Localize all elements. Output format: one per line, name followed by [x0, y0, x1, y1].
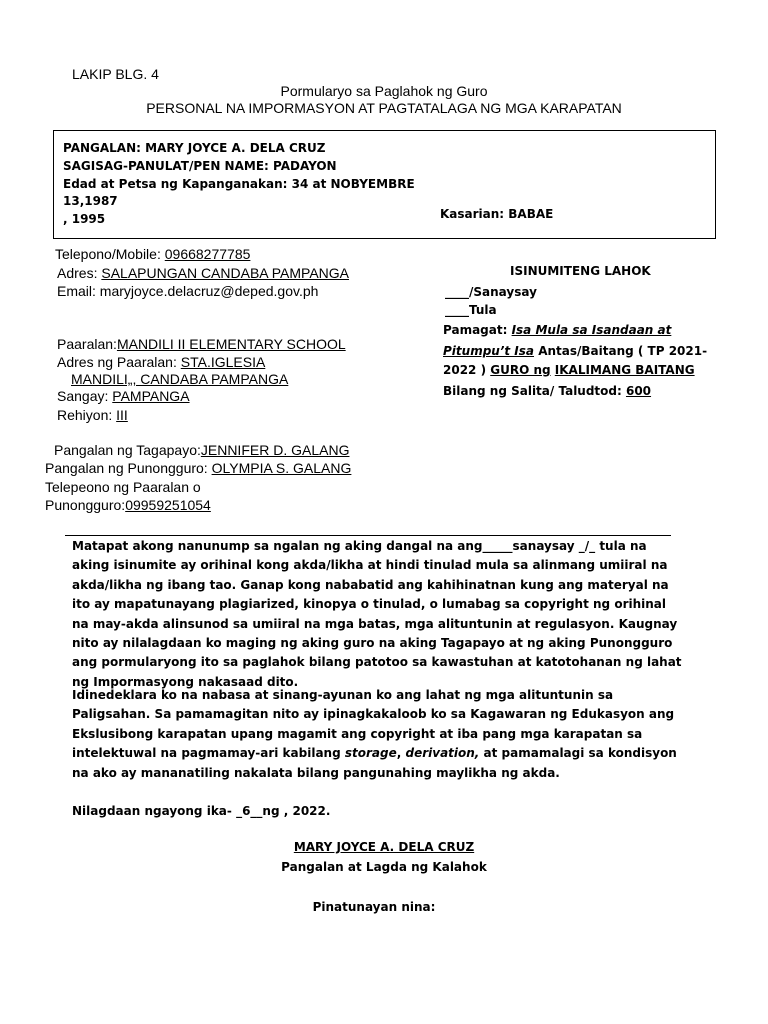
address-label: Adres:	[57, 265, 102, 281]
sex-field: Kasarian: BABAE	[440, 207, 554, 221]
declaration-paragraph-1: Matapat akong nanunump sa ngalan ng aking dangal na ang_____sanaysay _/_ tula na aking isinumite ay orihinal kong akda/likha at hindi tinulad mula sa alinmang umiiral na akda/likha ng ibang tao. Ganap kong nababatid ang kahihinatnan kung ang materyal na ito ay mapatunayang plagiarized, kinopya o tinulad, o lumabag sa copyright ng orihinal na may-akda alinsunod sa umiiral na mga batas, mga alituntunin at regulasyon. Kaugnay nito ay nilalagdaan ko maging ng aking guro na aking Tagapayo at ng aking Punongguro ang pormularyong ito sa paglahok bilang patotoo sa kawastuhan at katotohanan ng lahat ng Impormasyong nakasaad dito.	[72, 539, 682, 689]
essay-option	[445, 285, 537, 299]
school-address-row	[57, 354, 265, 370]
phone-row	[55, 246, 250, 262]
principal-value: OLYMPIA S. GALANG	[211, 460, 352, 476]
signing-day: _6__	[236, 804, 263, 818]
email-row: Email: maryjoyce.delacruz@deped.gov.ph	[57, 283, 319, 299]
grade-teacher: GURO ng	[490, 363, 551, 377]
age-birthdate-field-line3: , 1995	[63, 212, 106, 226]
adviser-value: JENNIFER D. GALANG	[200, 442, 350, 458]
poem-label: Tula	[469, 303, 497, 317]
address-row	[57, 265, 349, 281]
grade-value: IKALIMANG BAITANG	[554, 363, 695, 377]
school-address-label: Adres ng Paaralan:	[57, 354, 181, 370]
entry-title-value: Isa Mula sa Isandaan at	[511, 323, 672, 337]
division-value: PAMPANGA	[112, 388, 190, 404]
essay-label: Sanaysay	[473, 285, 537, 299]
attested-by-label: Pinatunayan nina:	[312, 900, 436, 914]
declaration-paragraph-2: Idinedeklara ko na nabasa at sinang-ayunan ko ang lahat ng mga alituntunin sa Paligsahan. Sa pamamagitan nito ay ipinagkakaloob ko sa Kagawaran ng Edukasyon ang Ekslusibong karapatan upang magamit ang copyright at iba pang mga karapatan sa intelektuwal na pagmamay-ari kabilang storage, derivation, at pamamalagi sa kondisyon na ako ay mananatiling nakalata bilang pangunahing maylikha ng akda.	[72, 688, 677, 780]
region-label: Rehiyon:	[57, 407, 117, 423]
poem-checkmark: _/_	[578, 539, 596, 553]
pen-name-field: SAGISAG-PANULAT/PEN NAME: PADAYON	[63, 159, 337, 173]
school-address-value-line2: MANDILI„, CANDABA PAMPANGA	[71, 371, 289, 387]
school-address-value: STA.IGLESIA	[180, 354, 266, 370]
adviser-row	[54, 442, 349, 458]
word-count-value: 600	[625, 384, 652, 398]
telephone-value: 09959251054	[125, 497, 211, 513]
adviser-label: Pangalan ng Tagapayo:	[54, 442, 201, 458]
entry-title-row-2	[443, 344, 707, 358]
grade-label: Antas/Baitang ( TP 2021-	[534, 344, 708, 358]
school-year: 2022 )	[443, 363, 491, 377]
grade-row	[443, 363, 695, 377]
telephone-row	[45, 497, 211, 513]
signature-caption: Pangalan at Lagda ng Kalahok	[281, 860, 487, 874]
essay-blank: _____	[482, 539, 513, 553]
region-value: III	[116, 407, 128, 423]
principal-row	[45, 460, 351, 476]
division-label: Sangay:	[57, 388, 113, 404]
name-field: PANGALAN: MARY JOYCE A. DELA CRUZ	[63, 141, 326, 155]
entry-title-label: Pamagat:	[443, 323, 512, 337]
school-value: MANDILI II ELEMENTARY SCHOOL	[116, 336, 346, 352]
address-value: SALAPUNGAN CANDABA PAMPANGA	[101, 265, 350, 281]
entry-heading: ISINUMITENG LAHOK	[510, 264, 651, 278]
form-title: Pormularyo sa Paglahok ng Guro	[280, 83, 488, 99]
document-title: PERSONAL NA IMPORMASYON AT PAGTATALAGA NG MGA KARAPATAN	[146, 100, 622, 116]
age-birthdate-field-line2: 13,1987	[63, 194, 118, 208]
section-divider	[65, 535, 671, 536]
entry-title-value-line2: Pitumpu’t Isa	[443, 344, 535, 358]
essay-checkmark: ____/	[445, 285, 474, 299]
principal-label: Pangalan ng Punongguro:	[45, 460, 212, 476]
word-count-row	[443, 384, 651, 398]
signing-date: Nilagdaan ngayong ika- _6__ng , 2022.	[72, 804, 331, 818]
region-row	[57, 407, 128, 423]
word-count-label: Bilang ng Salita/ Taludtod:	[443, 384, 626, 398]
school-label: Paaralan:	[57, 336, 117, 352]
poem-blank: ____	[445, 303, 469, 317]
annex-label: LAKIP BLG. 4	[72, 66, 159, 82]
telephone-label-line2: Punongguro:	[45, 497, 126, 513]
phone-value: 09668277785	[164, 246, 251, 262]
school-row	[57, 336, 346, 352]
telephone-label: Telepeono ng Paaralan o	[45, 479, 201, 495]
signatory-name: MARY JOYCE A. DELA CRUZ	[293, 840, 475, 854]
entry-title-row	[443, 323, 671, 337]
age-birthdate-field: Edad at Petsa ng Kapanganakan: 34 at NOBYEMBRE	[63, 177, 415, 191]
division-row	[57, 388, 190, 404]
poem-option	[445, 303, 497, 317]
phone-label: Telepono/Mobile:	[55, 246, 165, 262]
